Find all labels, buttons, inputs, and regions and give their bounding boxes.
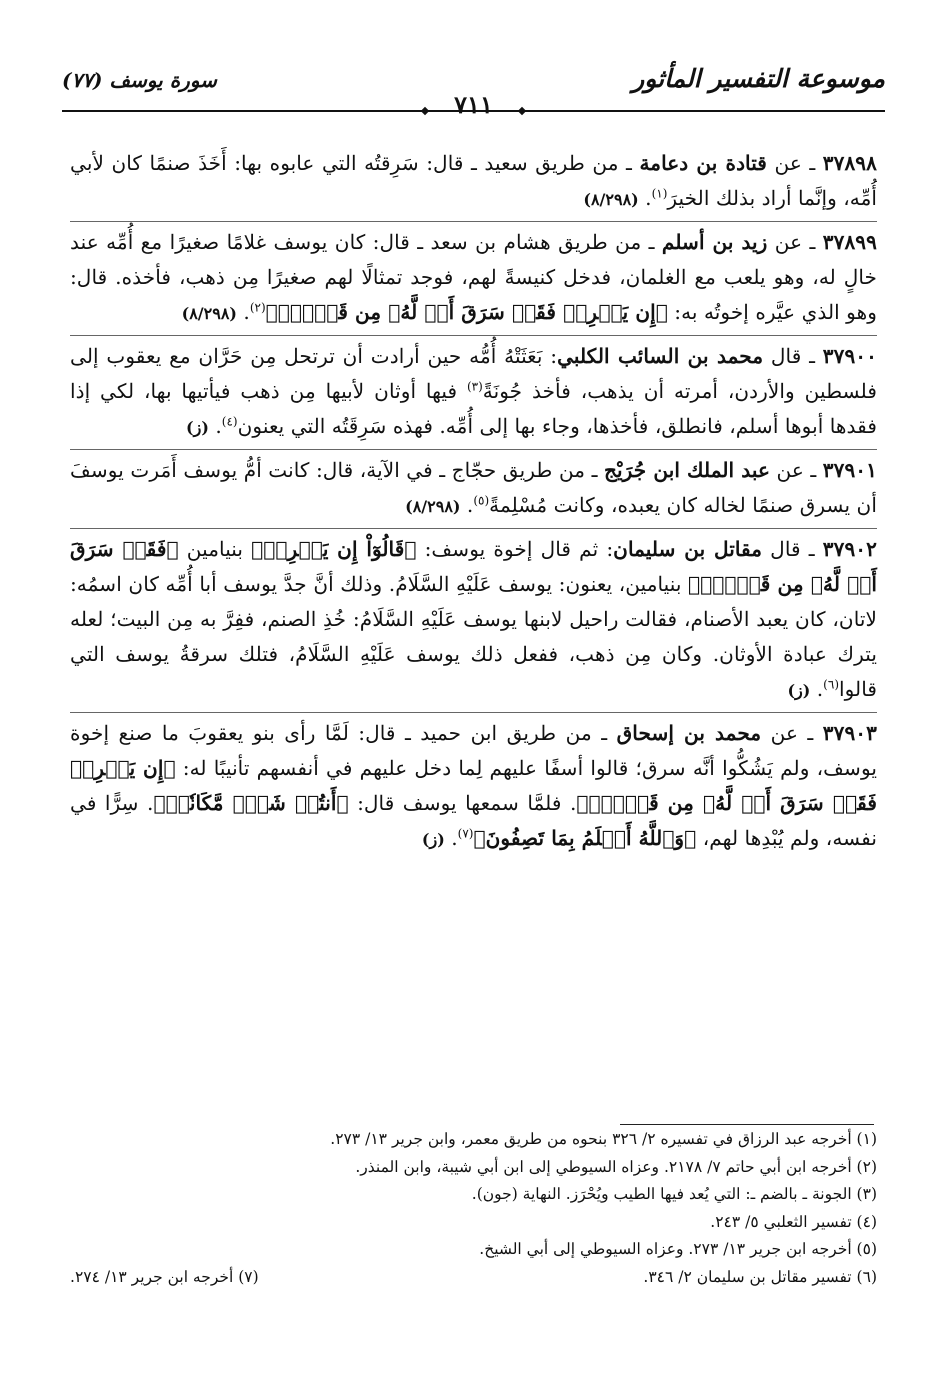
narrator-name: محمد بن إسحاق — [616, 721, 762, 745]
footnotes — [70, 1126, 877, 1291]
entry-number: ٣٧٨٩٩ — [822, 230, 877, 254]
entry-37901: ٣٧٩٠١ ـ عن عبد الملك ابن جُرَيْج ـ من طريق حجّاج ـ في الآية، قال: كانت أمُّ يوسف أَمَرت يوسفَ أن يسرق صنمًا لخاله كان يعبده، وكانت مُسْلِمةً$^{(٥)}$. (٨/٢٩٨) — [70, 449, 877, 524]
footnote-1: (١) أخرجه عبد الرزاق في تفسيره ٢/ ٣٢٦ بنحوه من طريق معمر، وابن جرير ١٣/ ٢٧٣. — [330, 1130, 877, 1148]
source-ref: (٨/٢٩٨) — [405, 497, 461, 516]
page-number: ٧١١ — [454, 90, 493, 119]
quran-quote: ﴿فَقَدۡ سَرَقَ أَخٞ لَّهُۥ مِن قَبۡلُۚ﴾ — [70, 537, 878, 596]
footnote-ref: (٤) — [221, 414, 238, 429]
source-ref: (ز) — [186, 418, 209, 437]
entry-number: ٣٧٩٠١ — [822, 458, 877, 482]
footnote-2: (٢) أخرجه ابن أبي حاتم ٧/ ٢١٧٨. وعزاه السيوطي إلى ابن أبي شيبة، وابن المنذر. — [355, 1157, 877, 1176]
book-title: موسوعة التفسير المأثور — [632, 64, 885, 93]
footnote-3: (٣) الجونة ـ بالضم ـ: التي يُعد فيها الطيب ويُحْرَز. النهاية (جون). — [471, 1185, 877, 1203]
source-ref: (ز) — [787, 681, 811, 700]
entry-37900: ٣٧٩٠٠ ـ قال محمد بن السائب الكلبي: بَعَثَتْهُ أُمُّه حين أرادت أن ترتحل مِن حَرَّان مع يعقوب إلى فلسطين والأردن، أمرته أن يذهب، فأخذ جُونَةً$^{(٣)}$ فيها أوثان لأبيها مِن ذهب فيأتيها بها، لكي إذا فقدها أبوها أسلم، فانطلق، فأخذها، وجاء بها إلى أُمِّه. فهذه سَرِقَتُه التي يعنون$^{(٤)}$. (ز) — [70, 335, 877, 445]
footnote-ref: (٣) — [466, 379, 483, 394]
footnote-ref: (٦) — [823, 677, 839, 692]
source-ref: (ز) — [421, 830, 445, 849]
entry-number: ٣٧٨٩٨ — [822, 151, 877, 175]
quran-quote: ﴿وَٱللَّهُ أَعۡلَمُ بِمَا تَصِفُونَ﴾ — [473, 826, 697, 850]
footnote-row — [70, 1264, 877, 1292]
footnote-ref: (٥) — [473, 493, 490, 508]
footnote-4: (٤) تفسير الثعلبي ٥/ ٢٤٣. — [710, 1212, 877, 1231]
footnote-7: (٧) أخرجه ابن جرير ١٣/ ٢٧٤. — [70, 1267, 259, 1286]
footnote-divider — [620, 1124, 874, 1125]
narrator-name: قتادة بن دعامة — [639, 151, 767, 175]
entry-37903: ٣٧٩٠٣ ـ عن محمد بن إسحاق ـ من طريق ابن حميد ـ قال: لَمَّا رأى بنو يعقوبَ ما صنع إخوة يوسف، ولم يَشُكُّوا أنَّه سرق؛ قالوا أسفًا عليهم لِما دخل عليهم في أنفسهم تأنيبًا له: ﴿إِن يَسۡرِقۡ فَقَدۡ سَرَقَ أَخٞ لَّهُۥ مِن قَبۡلُۚ﴾. فلمَّا سمعها يوسف قال: ﴿أَنتُمۡ شَرّٞ مَّكَانٗاۖ﴾. سِرًّا في نفسه، ولم يُبْدِها لهم، ﴿وَٱللَّهُ أَعۡلَمُ بِمَا تَصِفُونَ﴾$^{(٧)}$. (ز) — [70, 712, 877, 857]
entry-number: ٣٧٩٠٣ — [822, 721, 877, 745]
quran-quote: ﴿إِن يَسۡرِقۡ فَقَدۡ سَرَقَ أَخٞ لَّهُۥ مِن قَبۡلُۚ﴾ — [265, 300, 668, 324]
narrator-name: زيد بن أسلم — [661, 230, 768, 254]
quran-quote: ﴿إِن يَسۡرِقۡ فَقَدۡ سَرَقَ أَخٞ لَّهُۥ مِن قَبۡلُۚ﴾ — [70, 756, 877, 815]
page-header — [62, 62, 885, 122]
quran-quote: ﴿أَنتُمۡ شَرّٞ مَّكَانٗاۖ﴾ — [153, 791, 349, 815]
source-ref: (٨/٢٩٨) — [583, 190, 639, 209]
footnote-ref: (٢) — [249, 300, 266, 315]
source-ref: (٨/٢٩٨) — [181, 304, 237, 323]
surah-label: سورة يوسف (٧٧) — [62, 68, 217, 92]
entry-number: ٣٧٩٠٢ — [822, 537, 877, 561]
footnote-ref: (١) — [651, 186, 668, 201]
footnote-ref: (٧) — [457, 826, 474, 841]
quran-quote: ﴿قَالُوٓاْ إِن يَسۡرِقۡ﴾ — [251, 537, 417, 561]
narrator-name: عبد الملك ابن جُرَيْج — [604, 458, 770, 482]
footnote-5: (٥) أخرجه ابن جرير ١٣/ ٢٧٣. وعزاه السيوطي إلى أبي الشيخ. — [479, 1240, 877, 1258]
footnote-6: (٦) تفسير مقاتل بن سليمان ٢/ ٣٤٦. — [643, 1267, 877, 1286]
narrator-name: محمد بن السائب الكلبي — [557, 344, 764, 368]
entry-37898: ٣٧٨٩٨ ـ عن قتادة بن دعامة ـ من طريق سعيد ـ قال: سَرِقتُه التي عابوه بها: أَخَذَ صنمًا كان لأبي أُمِّه، وإنَّما أراد بذلك الخيرَ$^{(١)}$. (٨/٢٩٨) — [70, 151, 877, 210]
page-body — [70, 146, 877, 861]
entry-37902: ٣٧٩٠٢ ـ قال مقاتل بن سليمان: ثم قال إخوة يوسف: ﴿قَالُوٓاْ إِن يَسۡرِقۡ﴾ بنيامين ﴿فَقَدۡ سَرَقَ أَخٞ لَّهُۥ مِن قَبۡلُۚ﴾ بنيامين، يعنون: يوسف عَلَيْهِ السَّلَامُ. وذلك أنَّ جدَّ يوسف أبا أُمِّه كان اسمُه: لاتان، كان يعبد الأصنام، فقالت راحيل لابنها يوسف عَلَيْهِ السَّلَامُ: خُذِ الصنم، ففِرَّ به مِن البيت؛ لعله يترك عبادة الأوثان. وكان مِن ذهب، ففعل ذلك يوسف عَلَيْهِ السَّلَامُ، فتلك سرقةُ يوسف التي قالوا$^{(٦)}$. (ز) — [70, 528, 877, 708]
header-rule — [62, 110, 885, 112]
entry-37899: ٣٧٨٩٩ ـ عن زيد بن أسلم ـ من طريق هشام بن سعد ـ قال: كان يوسف غلامًا صغيرًا مع أُمِّه عند خالٍ له، وهو يلعب مع الغلمان، فدخل كنيسةً لهم، فوجد تمثالًا لهم صغيرًا مِن ذهب، فأخذه. قال: وهو الذي عيَّره إخوتُه به: ﴿إِن يَسۡرِقۡ فَقَدۡ سَرَقَ أَخٞ لَّهُۥ مِن قَبۡلُۚ﴾$^{(٢)}$. (٨/٢٩٨) — [70, 221, 877, 331]
entry-number: ٣٧٩٠٠ — [822, 344, 877, 368]
narrator-name: مقاتل بن سليمان — [613, 537, 763, 561]
